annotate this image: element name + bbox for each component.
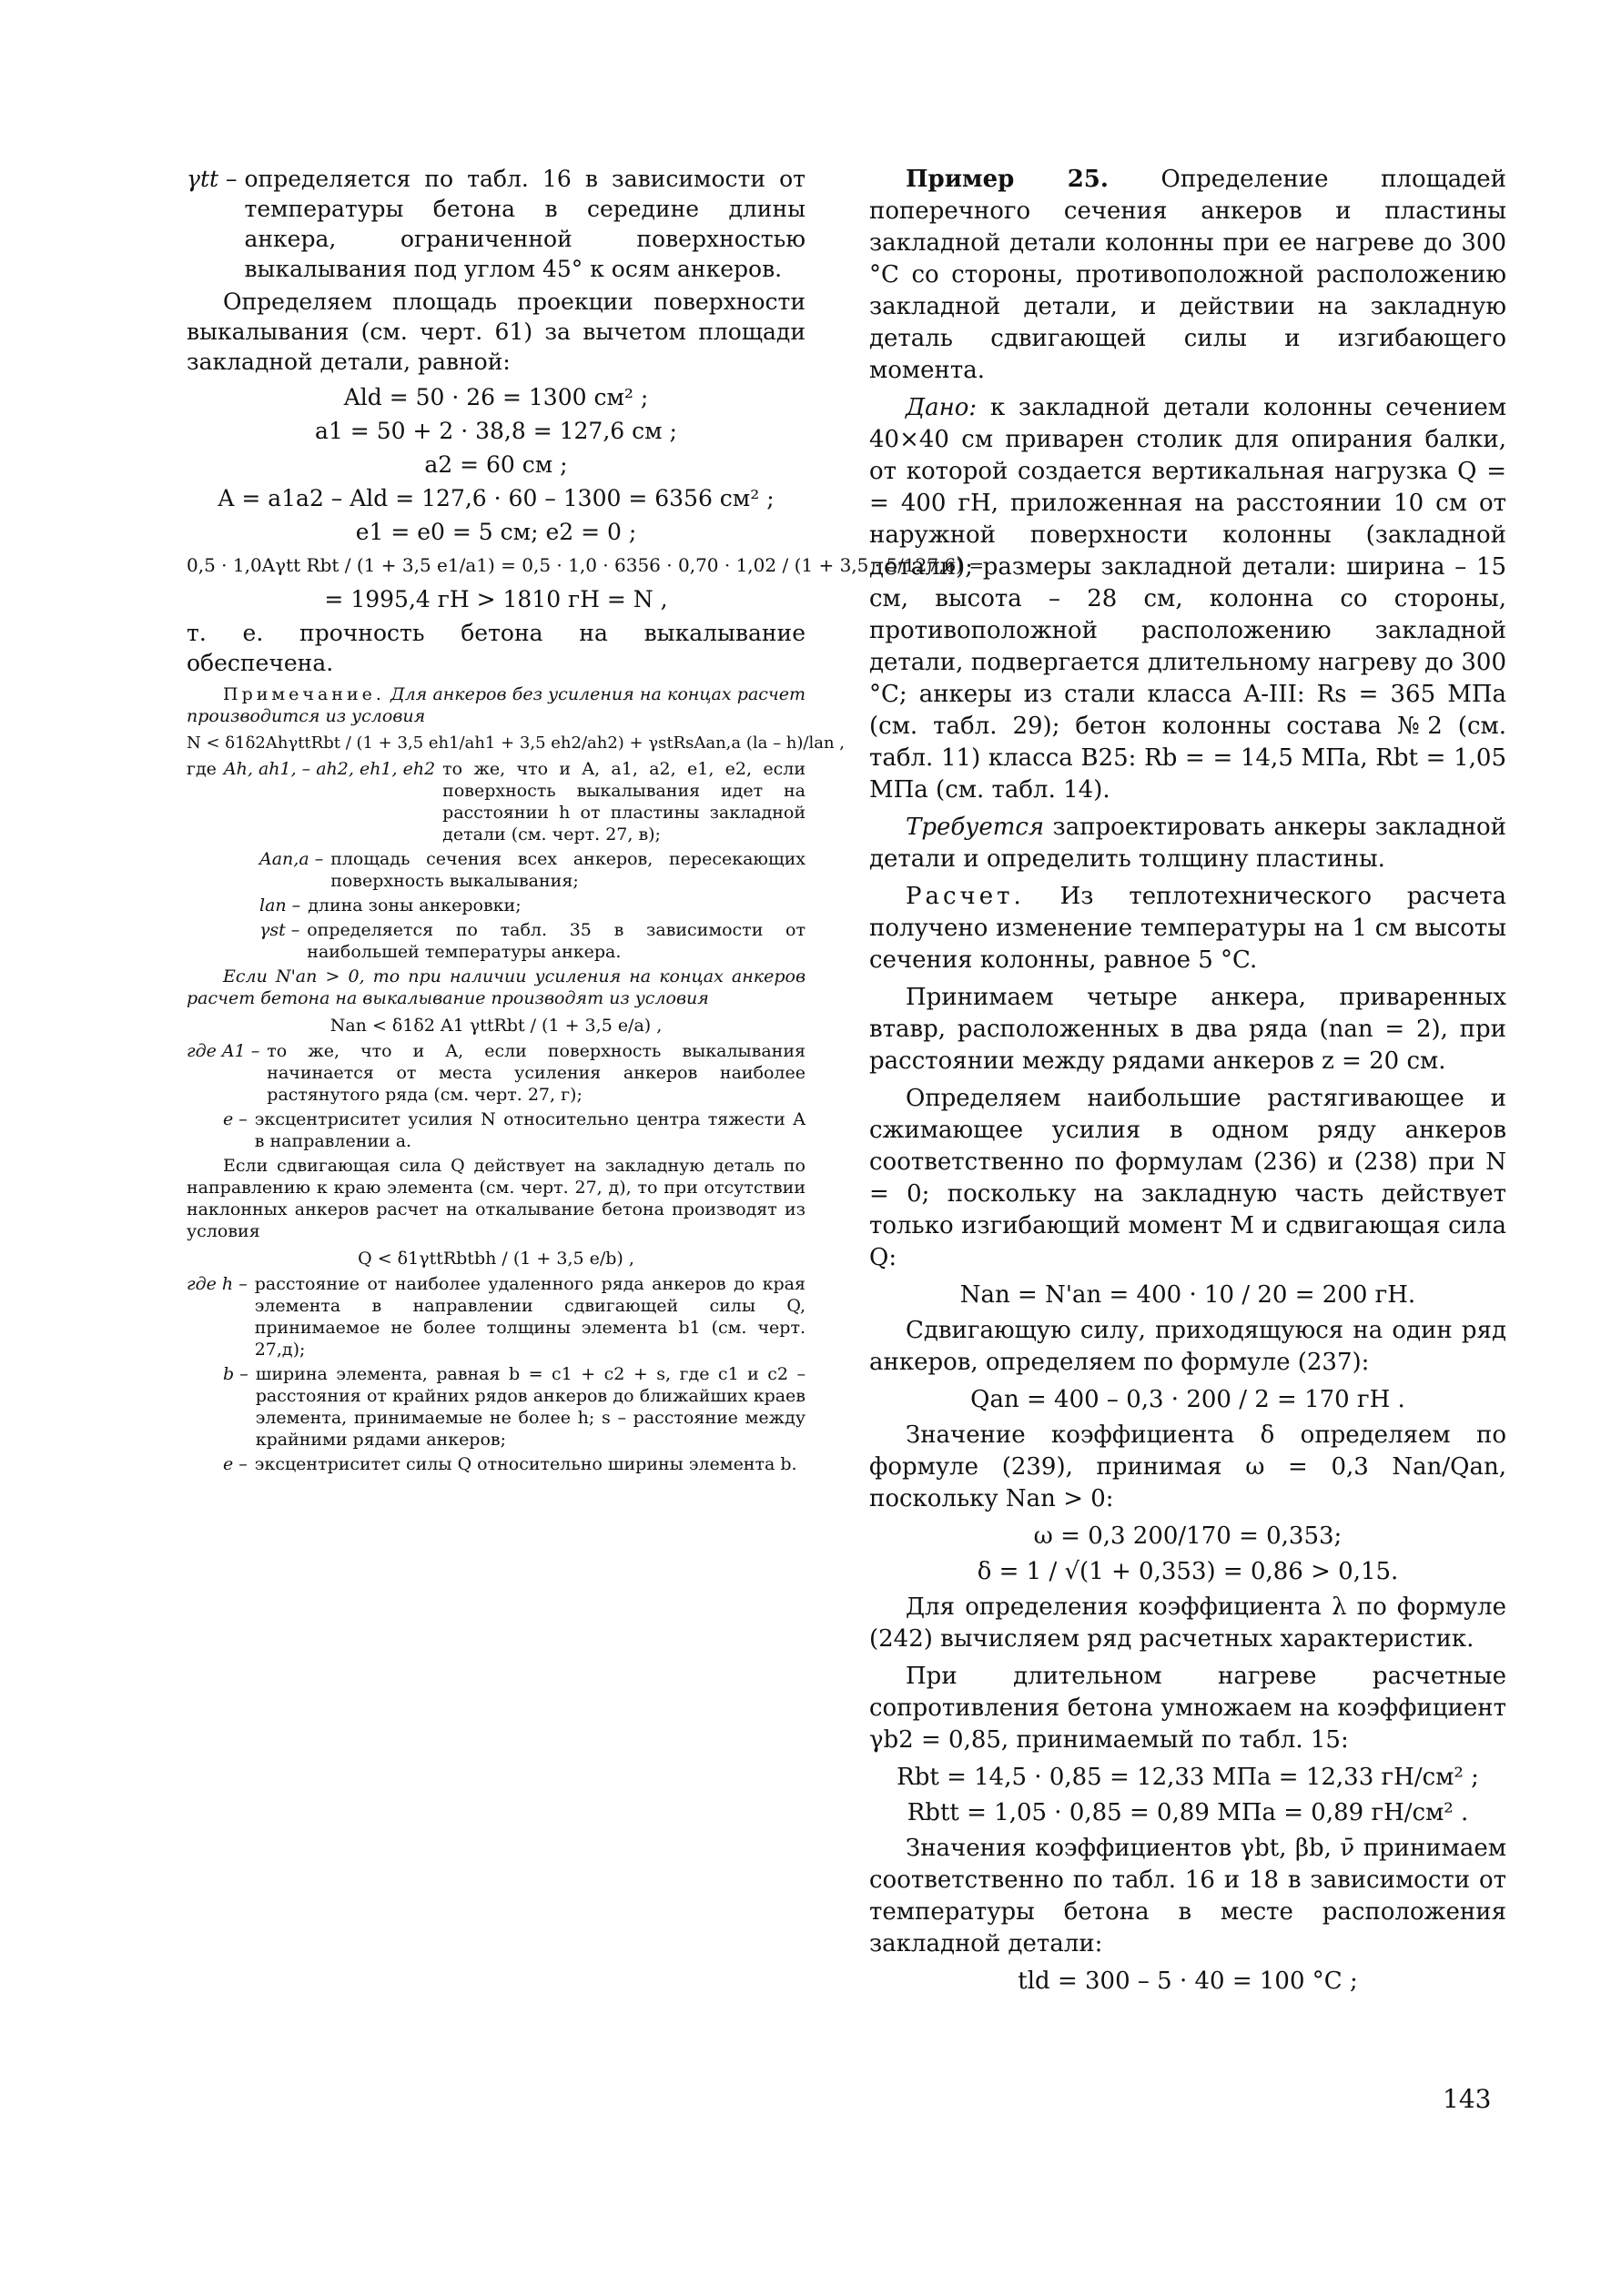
paragraph: Принимаем четыре анкера, приваренных втавр, расположенных в два ряда (nan = 2), при расстоянии между рядами анкеров z = 20 см.	[869, 984, 1506, 1075]
definition-text: то же, что и A, a1, a2, e1, e2, если поверхность выкалывания идет на расстоянии h от пластины закладной детали (см. черт. 27, в);	[442, 759, 806, 845]
definition-item	[187, 758, 806, 845]
calc-label: Расчет.	[906, 883, 1025, 910]
equation: Ald = 50 · 26 = 1300 см² ;	[343, 384, 649, 410]
definition-key: γtt –	[187, 166, 238, 192]
definition-key: b –	[223, 1364, 248, 1384]
definition-key: Ah, ah1, – ah2, eh1, eh2	[223, 759, 436, 779]
definition-key: γst –	[259, 920, 300, 940]
definition-text: то же, что и A, если поверхность выкалывания начинается от места усиления анкеров наиболее растянутого ряда (см. черт. 27, г);	[267, 1041, 806, 1105]
note-label: Примечание.	[223, 684, 385, 704]
example-title: Определение площадей поперечного сечения анкеров и пластины закладной детали колонны при ее нагреве до 300 °C со стороны, противоположной расположению закладной детали, и действии на закладную деталь сдвигающей силы и изгибающего момента.	[869, 166, 1506, 384]
definition-item	[187, 1040, 806, 1106]
equation: A = a1a2 – Ald = 127,6 · 60 – 1300 = 6356 см² ;	[218, 485, 775, 511]
paragraph: Значение коэффициента δ определяем по формуле (239), принимая ω = 0,3 Nan/Qan, поскольку Nan > 0:	[869, 1421, 1506, 1512]
equation: a1 = 50 + 2 · 38,8 = 127,6 см ;	[315, 418, 677, 444]
definition-key: Aan,a –	[259, 849, 324, 869]
paragraph: Если сдвигающая сила Q действует на закладную деталь по направлению к краю элемента (см. черт. 27, д), то при отсутствии наклонных анкеров расчет на откалывание бетона производят из условия	[187, 1156, 806, 1241]
right-column	[869, 164, 1506, 2001]
definition-item	[187, 1273, 806, 1360]
definition-item	[187, 919, 806, 963]
definition-text: расстояние от наиболее удаленного ряда анкеров до края элемента в направлении сдвигающей силы Q, принимаемое не более толщины элемента b1 (см. черт. 27,д);	[254, 1274, 806, 1360]
definition-text: ширина элемента, равная b = c1 + c2 + s, где c1 и c2 – расстояния от крайних рядов анкеров до ближайших краев элемента, принимаемые не более h; s – расстояние между крайними рядами анкеров;	[255, 1364, 806, 1450]
definition-text: длина зоны анкеровки;	[308, 895, 522, 915]
equation: Nan = N'an = 400 · 10 / 20 = 200 гН.	[959, 1281, 1416, 1309]
equation: a2 = 60 см ;	[424, 451, 568, 478]
calc-text: Из теплотехнического расчета получено изменение температуры на 1 см высоты сечения колонны, равное 5 °C.	[869, 883, 1506, 974]
definition-item	[187, 164, 806, 284]
given-text: к закладной детали колонны сечением 40×40 см приварен столик для опирания балки, от которой создается вертикальная нагрузка Q = = 400 гН, приложенная на расстоянии 10 см от наружной поверхности колонны (закладной детали); размеры закладной детали: ширина – 15 см, высота – 28 см, колонна со стороны, противоположной расположению закладной детали, подвергается длительному нагреву до 300 °C; анкеры из стали класса A-III: Rs = 365 МПа (см. табл. 29); бетон колонны состава №2 (см. табл. 11) класса B25: Rb = = 14,5 МПа, Rbt = 1,05 МПа (см. табл. 14).	[869, 394, 1507, 804]
paragraph: Если N'an > 0, то при наличии усиления на концах анкеров расчет бетона на выкалывание производят из условия	[187, 966, 806, 1008]
definition-key: e –	[223, 1454, 248, 1474]
note-text: Для анкеров без усиления на концах расчет производится из условия	[187, 684, 806, 726]
equation: tld = 300 – 5 · 40 = 100 °C ;	[1018, 1967, 1358, 1995]
example-title-label: Пример 25.	[906, 166, 1109, 193]
equation: Qan = 400 – 0,3 · 200 / 2 = 170 гН .	[970, 1386, 1405, 1413]
definition-text: определяется по табл. 35 в зависимости от наибольшей температуры анкера.	[307, 920, 806, 962]
paragraph: Определяем наибольшие растягивающее и сжимающее усилия в одном ряду анкеров соответственно по формулам (236) и (238) при N = 0; поскольку на закладную часть действует только изгибающий момент M и сдвигающая сила Q:	[869, 1085, 1506, 1271]
equation: = 1995,4 гН > 1810 гН = N ,	[324, 586, 668, 612]
definition-item	[187, 848, 806, 892]
paragraph: Для определения коэффициента λ по формуле (242) вычисляем ряд расчетных характеристик.	[869, 1593, 1506, 1653]
given-label: Дано:	[906, 394, 978, 421]
paragraph: Значения коэффициентов γbt, βb, ν̄ принимаем соответственно по табл. 16 и 18 в зависимости от температуры бетона в месте расположения закладной детали:	[869, 1835, 1506, 1957]
required-label: Требуется	[906, 814, 1045, 841]
definition-key: где h –	[187, 1274, 248, 1294]
definition-item	[187, 1108, 806, 1152]
page-number: 143	[1443, 2084, 1492, 2114]
definition-text: определяется по табл. 16 в зависимости от температуры бетона в середине длины анкера, ограниченной поверхностью выкалывания под углом 45° к осям анкеров.	[244, 166, 806, 282]
equation: N < δ1δ2AhγttRbt / (1 + 3,5 eh1/ah1 + 3,5 eh2/ah2) + γstRsAan,a (la – h)/lan ,	[187, 733, 846, 753]
definition-text: эксцентриситет силы Q относительно ширины элемента b.	[254, 1454, 797, 1474]
definition-item	[187, 895, 806, 916]
equation: Nan < δ1δ2 A1 γttRbt / (1 + 3,5 e/a) ,	[329, 1016, 663, 1036]
definition-text: эксцентриситет усилия N относительно центра тяжести A в направлении a.	[254, 1109, 806, 1151]
paragraph: т. е. прочность бетона на выкалывание обеспечена.	[187, 620, 806, 676]
equation: ω = 0,3 200/170 = 0,353;	[1033, 1522, 1343, 1550]
definition-key: lan –	[259, 895, 301, 915]
definition-item	[187, 1453, 806, 1475]
equation: Rbtt = 1,05 · 0,85 = 0,89 МПа = 0,89 гН/см² .	[907, 1799, 1469, 1826]
definition-text: площадь сечения всех анкеров, пересекающих поверхность выкалывания;	[330, 849, 806, 891]
definition-key: где A1 –	[187, 1041, 260, 1061]
required-text: запроектировать анкеры закладной детали и определить толщину пластины.	[869, 814, 1507, 873]
definition-item	[187, 1363, 806, 1451]
equation: δ = 1 / √(1 + 0,353) = 0,86 > 0,15.	[977, 1558, 1399, 1585]
definition-key: e –	[223, 1109, 248, 1129]
where-label: где	[187, 759, 217, 779]
paragraph: Определяем площадь проекции поверхности выкалывания (см. черт. 61) за вычетом площади закладной детали, равной:	[187, 288, 806, 375]
equation: Rbt = 14,5 · 0,85 = 12,33 МПа = 12,33 гН/см² ;	[897, 1764, 1479, 1791]
paragraph: Сдвигающую силу, приходящуюся на один ряд анкеров, определяем по формуле (237):	[869, 1317, 1506, 1376]
paragraph: При длительном нагреве расчетные сопротивления бетона умножаем на коэффициент γb2 = 0,85, принимаемый по табл. 15:	[869, 1663, 1506, 1754]
equation: Q < δ1γttRbtbh / (1 + 3,5 e/b) ,	[358, 1249, 634, 1269]
equation: 0,5 · 1,0Aγtt Rbt / (1 + 3,5 e1/a1) = 0,5 · 1,0 · 6356 · 0,70 · 1,02 / (1 + 3,5 · 5/127,6) =	[187, 554, 985, 576]
equation: e1 = e0 = 5 см; e2 = 0 ;	[355, 519, 637, 545]
